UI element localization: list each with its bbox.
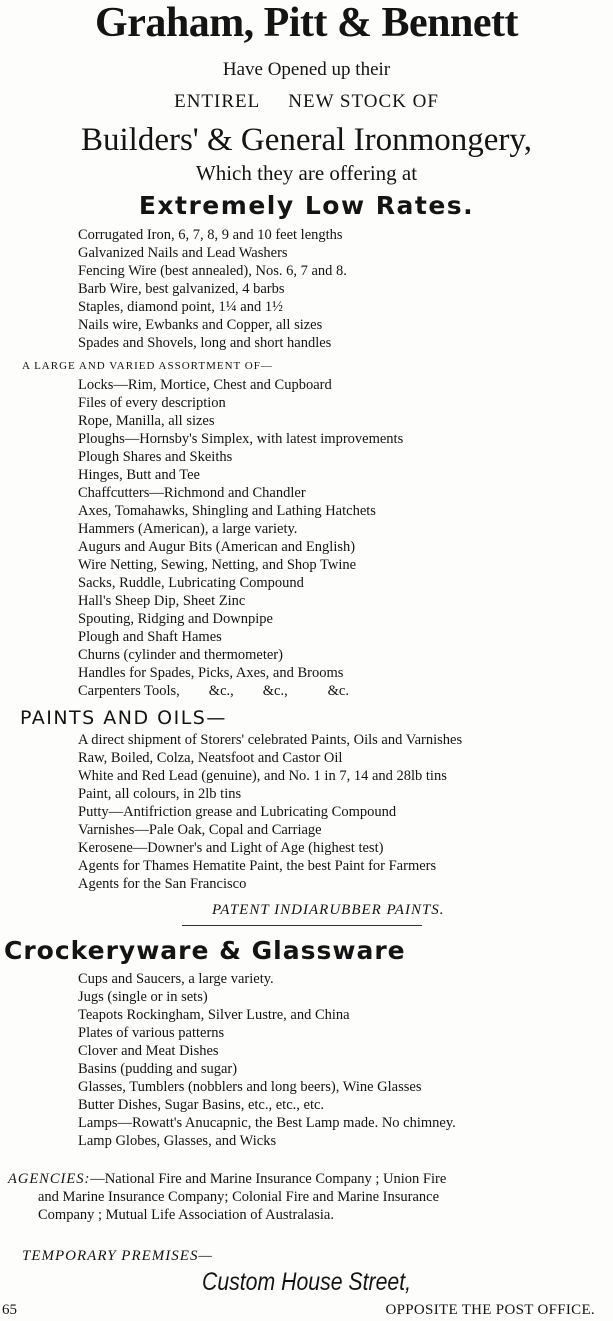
list-item: Agents for the San Francisco [78, 876, 247, 892]
list-item: Wire Netting, Sewing, Netting, and Shop Twine [78, 557, 357, 573]
list-item: Spouting, Ridging and Downpipe [78, 611, 273, 627]
stock-line-b: NEW STOCK OF [288, 91, 439, 112]
list-item: Jugs (single or in sets) [78, 989, 208, 1005]
list-item: Handles for Spades, Picks, Axes, and Brooms [78, 665, 344, 681]
intro-line: Have Opened up their [222, 59, 391, 80]
list-item: Staples, diamond point, 1¼ and 1½ [78, 299, 283, 315]
agencies-line [8, 1170, 606, 1188]
low-rates-heading: Extremely Low Rates. [138, 191, 475, 220]
agencies-label: AGENCIES: [8, 1171, 91, 1187]
list-item: Clover and Meat Dishes [78, 1043, 219, 1059]
list-item: Fencing Wire (best annealed), Nos. 6, 7 and 8. [78, 263, 347, 279]
list-item: Hall's Sheep Dip, Sheet Zinc [78, 593, 246, 609]
list-item: Chaffcutters—Richmond and Chandler [78, 485, 306, 501]
list-item: Carpenters Tools, &c., &c., &c. [78, 683, 349, 699]
list-item: Spades and Shovels, long and short handles [78, 335, 332, 351]
list-item: White and Red Lead (genuine), and No. 1 in 7, 14 and 28lb tins [78, 768, 447, 784]
list-item: Raw, Boiled, Colza, Neatsfoot and Castor Oil [78, 750, 343, 766]
list-item: Hinges, Butt and Tee [78, 467, 200, 483]
agencies-text: —National Fire and Marine Insurance Company ; Union Fire [90, 1171, 447, 1187]
street-address: Custom House Street, [201, 1268, 412, 1296]
stock-line-a: ENTIREL [174, 91, 261, 112]
list-item: Cups and Saucers, a large variety. [78, 971, 274, 987]
list-item: Putty—Antifriction grease and Lubricating Compound [78, 804, 397, 820]
list-item: Plates of various patterns [78, 1025, 225, 1041]
paints-heading: PAINTS AND OILS— [20, 707, 227, 729]
agencies-block [8, 1170, 606, 1224]
agencies-line: Company ; Mutual Life Association of Australasia. [38, 1207, 334, 1223]
list-item: Plough Shares and Skeiths [78, 449, 233, 465]
list-item: Kerosene—Downer's and Light of Age (highest test) [78, 840, 384, 856]
ironmongery-list [78, 226, 347, 352]
list-item: Varnishes—Pale Oak, Copal and Carriage [78, 822, 322, 838]
section-divider [182, 925, 422, 926]
crockery-list [78, 970, 456, 1150]
list-item: Glasses, Tumblers (nobblers and long beers), Wine Glasses [78, 1079, 422, 1095]
list-item: A direct shipment of Storers' celebrated Paints, Oils and Varnishes [78, 732, 463, 748]
assortment-heading: A LARGE AND VARIED ASSORTMENT OF— [22, 360, 273, 372]
opposite-post-office: OPPOSITE THE POST OFFICE. [385, 1302, 595, 1318]
list-item: Basins (pudding and sugar) [78, 1061, 238, 1077]
list-item: Teapots Rockingham, Silver Lustre, and China [78, 1007, 350, 1023]
patent-paints-line: PATENT INDIARUBBER PAINTS. [212, 902, 445, 918]
agencies-line: and Marine Insurance Company; Colonial Fire and Marine Insurance [38, 1189, 440, 1205]
list-item: Lamps—Rowatt's Anucapnic, the Best Lamp made. No chimney. [78, 1115, 456, 1131]
list-item: Galvanized Nails and Lead Washers [78, 245, 288, 261]
list-item: Nails wire, Ewbanks and Copper, all sizes [78, 317, 323, 333]
list-item: Plough and Shaft Hames [78, 629, 222, 645]
list-item: Barb Wire, best galvanized, 4 barbs [78, 281, 285, 297]
list-item: Ploughs—Hornsby's Simplex, with latest improvements [78, 431, 404, 447]
list-item: Butter Dishes, Sugar Basins, etc., etc., etc. [78, 1097, 325, 1113]
list-item: Axes, Tomahawks, Shingling and Lathing Hatchets [78, 503, 376, 519]
list-item: Locks—Rim, Mortice, Chest and Cupboard [78, 377, 332, 393]
ironmongery-heading: Builders' & General Ironmongery, [80, 122, 532, 158]
list-item: Files of every description [78, 395, 226, 411]
firm-name: Graham, Pitt & Bennett [95, 0, 518, 46]
list-item: Hammers (American), a large variety. [78, 521, 298, 537]
list-item: Churns (cylinder and thermometer) [78, 647, 283, 663]
temporary-premises: TEMPORARY PREMISES— [22, 1248, 213, 1264]
list-item: Rope, Manilla, all sizes [78, 413, 215, 429]
page-number: 65 [2, 1302, 17, 1318]
list-item: Paint, all colours, in 2lb tins [78, 786, 242, 802]
list-item: Augurs and Augur Bits (American and English) [78, 539, 356, 555]
crockery-heading: Crockeryware & Glassware [4, 936, 406, 965]
paints-list [78, 731, 462, 893]
stock-line [0, 90, 613, 114]
offering-line: Which they are offering at [195, 161, 418, 185]
assortment-list [78, 376, 403, 700]
list-item: Agents for Thames Hematite Paint, the best Paint for Farmers [78, 858, 437, 874]
list-item: Sacks, Ruddle, Lubricating Compound [78, 575, 304, 591]
list-item: Lamp Globes, Glasses, and Wicks [78, 1133, 277, 1149]
list-item: Corrugated Iron, 6, 7, 8, 9 and 10 feet lengths [78, 227, 343, 243]
